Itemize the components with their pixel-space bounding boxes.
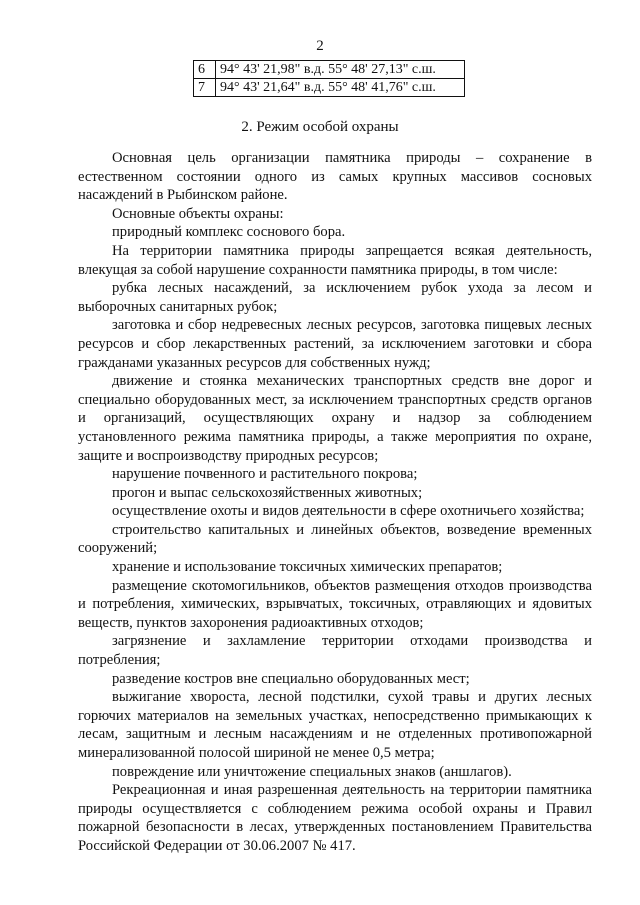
page-number: 2 xyxy=(316,38,324,54)
table-row xyxy=(194,79,465,97)
paragraph: размещение скотомогильников, объектов размещения отходов производства и потребления, химических, взрывчатых, токсичных, отравляющих и ядовитых веществ, пунктов захоронения радиоактивных отходов; xyxy=(78,577,592,631)
table-row xyxy=(194,61,465,79)
paragraph: выжигание хвороста, лесной подстилки, сухой травы и других лесных горючих материалов на земельных участках, непосредственно примыкающих к лесам, защитным и лесным насаждениям и не отделенных противопожарной минерализованной полосой шириной не менее 0,5 метра; xyxy=(78,689,592,761)
point-number: 6 xyxy=(194,61,216,79)
paragraph: нарушение почвенного и растительного покрова; xyxy=(112,466,418,483)
paragraph: хранение и использование токсичных химических препаратов; xyxy=(112,559,503,576)
point-coordinates: 94° 43' 21,98" в.д. 55° 48' 27,13" с.ш. xyxy=(216,61,465,79)
paragraph: загрязнение и захламление территории отходами производства и потребления; xyxy=(78,633,592,669)
paragraph: Основная цель организации памятника природы – сохранение в естественном состоянии одного из самых крупных массивов сосновых насаждений в Рыбинском районе. xyxy=(78,150,592,204)
paragraph: разведение костров вне специально оборудованных мест; xyxy=(112,670,470,687)
section-title: 2. Режим особой охраны xyxy=(241,119,399,135)
paragraph: строительство капитальных и линейных объектов, возведение временных сооружений; xyxy=(78,521,592,557)
paragraph: осуществление охоты и видов деятельности в сфере охотничьего хозяйства; xyxy=(112,503,585,520)
point-coordinates: 94° 43' 21,64" в.д. 55° 48' 41,76" с.ш. xyxy=(216,79,465,97)
paragraph: повреждение или уничтожение специальных знаков (аншлагов). xyxy=(112,763,512,780)
paragraph: заготовка и сбор недревесных лесных ресурсов, заготовка пищевых лесных ресурсов и сбор лекарственных растений, за исключением заготовки и сбора гражданами указанных ресурсов для собственных нужд; xyxy=(78,317,592,371)
paragraph: Рекреационная и иная разрешенная деятельность на территории памятника природы осуществляется с соблюдением режима особой охраны и Правил пожарной безопасности в лесах, утвержденных постановлением Правительства Российской Федерации от 30.06.2007 № 417. xyxy=(78,782,592,854)
paragraph: рубка лесных насаждений, за исключением рубок ухода за лесом и выборочных санитарных рубок; xyxy=(78,280,592,315)
paragraph: На территории памятника природы запрещается всякая деятельность, влекущая за собой нарушение сохранности памятника природы, в том числе: xyxy=(78,242,592,278)
body-text xyxy=(78,149,592,856)
coordinates-table xyxy=(193,60,465,97)
paragraph: движение и стоянка механических транспортных средств вне дорог и специально оборудованных мест, за исключением транспортных средств органов и организаций, осуществляющих охрану и надзор за соблюдением установленного режима памятника природы, а также мероприятия по охране, защите и воспроизводству природных ресурсов; xyxy=(78,373,592,464)
paragraph: прогон и выпас сельскохозяйственных животных; xyxy=(112,484,423,501)
point-number: 7 xyxy=(194,79,216,97)
paragraph: природный комплекс соснового бора. xyxy=(112,224,346,241)
paragraph: Основные объекты охраны: xyxy=(112,205,284,222)
